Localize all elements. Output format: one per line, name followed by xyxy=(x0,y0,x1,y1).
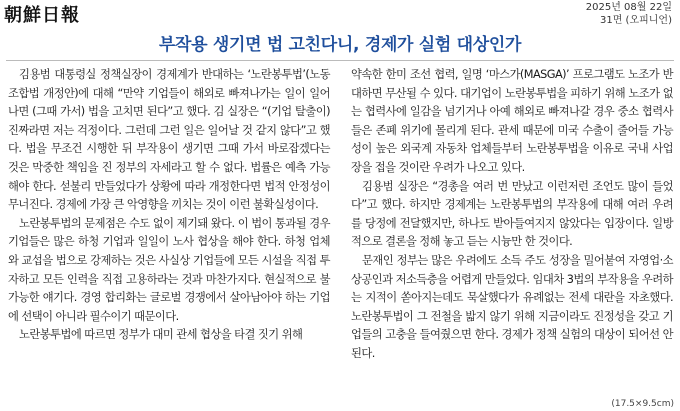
article-column-left xyxy=(8,66,330,345)
paragraph: 김용범 실장은 “경총을 여러 번 만났고 이런저런 조언도 많이 들었다”고 했다. 하지만 경제계는 노란봉투법의 부작용에 대해 여러 우려를 당정에 전달했지만, 하나도 받아들여지지 않았다는 입장이다. 일방적으로 결론을 정해 놓고 듣는 시늉만 한 것이다. xyxy=(351,179,673,249)
paragraph: 문재인 정부는 많은 우려에도 소득 주도 성장을 밀어붙여 자영업·소상공인과 저소득층을 어렵게 만들었다. 임대차 3법의 부작용을 우려하는 지적이 쏟아지는데도 묵살했다가 유례없는 전세 대란을 자초했다. 노란봉투법이 그 전철을 밟지 않기 위해 지금이라도 진정성을 갖고 기업들의 고충을 들여줬으면 한다. 경제가 정책 실험의 대상이 되어선 안 된다. xyxy=(351,253,673,360)
title-divider xyxy=(6,60,674,61)
paragraph: 노란봉투법에 따르면 정부가 대미 관세 협상을 타결 짓기 위해 xyxy=(19,328,303,342)
article-column-right xyxy=(351,66,673,364)
paragraph: 노란봉투법의 문제점은 수도 없이 제기돼 왔다. 이 법이 통과될 경우 기업들은 많은 하청 기업과 일일이 노사 협상을 해야 한다. 하청 업체와 교섭을 법으로 강제하는 것은 사실상 기업들에 모든 시설을 직접 투자하고 모든 인력을 직접 고용하라는 것과 마찬가지다. 현실적으로 불가능한 얘기다. 경영 합리화는 글로벌 경쟁에서 살아남아야 하는 기업에 선택이 아니라 필수이기 때문이다. xyxy=(8,216,330,323)
newspaper-masthead: 朝鮮日報 xyxy=(4,5,80,26)
page-section: 31면 (오피니언) xyxy=(599,15,672,26)
article-title: 부작용 생기면 법 고친다니, 경제가 실험 대상인가 xyxy=(158,35,522,55)
paragraph: 김용범 대통령실 정책실장이 경제계가 반대하는 ‘노란봉투법’(노동조합법 개정안)에 대해 “만약 기업들이 해외로 빠져나가는 일이 일어나면 (그때 가서) 법을 고치면 된다”고 했다. 김 실장은 “(기업 탈출이) 진짜라면 저는 걱정이다. 그런데 그런 일은 일어날 것 같지 않다”고 했다. 법을 무조건 시행한 뒤 부작용이 생기면 그때 가서 바로잡겠다는 것은 막중한 책임을 진 정부의 자세라고 할 수 없다. 법률은 예측 가능해야 한다. 섣불리 만들었다가 상황에 따라 개정한다면 법적 안정성이 무너진다. 경제에 가장 큰 악영향을 끼치는 것이 이런 불확실성이다. xyxy=(8,68,330,212)
issue-date: 2025년 08월 22일 xyxy=(585,2,672,13)
paragraph: 약속한 한미 조선 협력, 일명 ‘마스가(MASGA)’ 프로그램도 노조가 반대하면 무산될 수 있다. 대기업이 노란봉투법을 피하기 위해 노조가 없는 협력사에 일감을 넘기거나 아예 해외로 빠져나갈 경우 중소 협력사들은 존폐 위기에 몰리게 된다. 관세 때문에 미국 수출이 줄어들 가능성이 높은 외국계 자동차 업체들부터 노란봉투법을 이유로 국내 사업장을 접을 것이란 우려가 나오고 있다. xyxy=(351,68,673,174)
clip-size-note: (17.5×9.5cm) xyxy=(611,399,674,409)
issue-meta xyxy=(586,1,672,27)
